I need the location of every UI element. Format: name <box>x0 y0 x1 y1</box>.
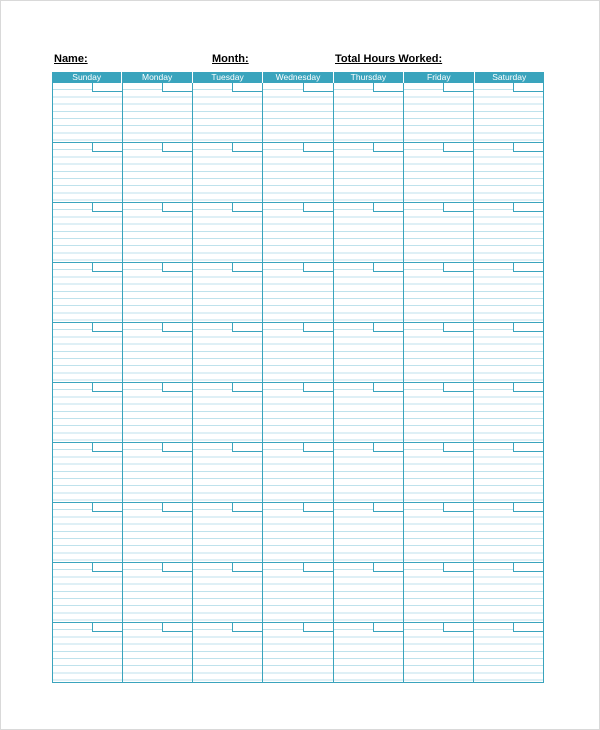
date-box[interactable] <box>303 383 333 392</box>
day-header-saturday: Saturday <box>492 72 527 82</box>
day-cell-wednesday[interactable] <box>263 143 333 202</box>
date-box[interactable] <box>443 443 473 452</box>
week-row <box>53 623 543 682</box>
date-box[interactable] <box>443 203 473 212</box>
day-cell-thursday[interactable] <box>334 143 404 202</box>
timesheet-calendar <box>52 72 544 683</box>
date-box[interactable] <box>373 323 403 332</box>
day-cell-wednesday[interactable] <box>263 383 333 442</box>
day-cell-saturday[interactable] <box>474 263 543 322</box>
week-row <box>53 443 543 503</box>
day-cell-thursday[interactable] <box>334 623 404 682</box>
date-box[interactable] <box>92 623 122 632</box>
day-cell-monday[interactable] <box>123 383 193 442</box>
date-box[interactable] <box>232 143 262 152</box>
day-cell-sunday[interactable] <box>53 203 123 262</box>
day-cell-tuesday[interactable] <box>193 323 263 382</box>
day-cell-tuesday[interactable] <box>193 563 263 622</box>
day-cell-saturday[interactable] <box>474 323 543 382</box>
day-cell-monday[interactable] <box>123 503 193 562</box>
week-row <box>53 203 543 263</box>
day-cell-sunday[interactable] <box>53 323 123 382</box>
date-box[interactable] <box>303 203 333 212</box>
day-cell-thursday[interactable] <box>334 203 404 262</box>
day-cell-saturday[interactable] <box>474 563 543 622</box>
date-box[interactable] <box>373 263 403 272</box>
date-box[interactable] <box>513 323 543 332</box>
day-cell-saturday[interactable] <box>474 203 543 262</box>
day-cell-thursday[interactable] <box>334 83 404 142</box>
week-row <box>53 143 543 203</box>
date-box[interactable] <box>373 503 403 512</box>
day-cell-monday[interactable] <box>123 83 193 142</box>
day-cell-tuesday[interactable] <box>193 143 263 202</box>
day-cell-monday[interactable] <box>123 623 193 682</box>
date-box[interactable] <box>373 143 403 152</box>
date-box[interactable] <box>162 383 192 392</box>
day-cell-sunday[interactable] <box>53 503 123 562</box>
day-cell-saturday[interactable] <box>474 83 543 142</box>
week-row <box>53 383 543 443</box>
date-box[interactable] <box>443 323 473 332</box>
date-box[interactable] <box>443 83 473 92</box>
day-cell-tuesday[interactable] <box>193 83 263 142</box>
day-cell-tuesday[interactable] <box>193 383 263 442</box>
date-box[interactable] <box>513 83 543 92</box>
date-box[interactable] <box>303 143 333 152</box>
date-box[interactable] <box>232 443 262 452</box>
day-cell-thursday[interactable] <box>334 443 404 502</box>
day-header-row <box>52 72 544 83</box>
day-cell-friday[interactable] <box>404 623 474 682</box>
day-header-wednesday: Wednesday <box>263 72 333 83</box>
date-box[interactable] <box>513 443 543 452</box>
date-box[interactable] <box>303 83 333 92</box>
day-header-thursday: Thursday <box>334 72 404 83</box>
date-box[interactable] <box>232 83 262 92</box>
date-box[interactable] <box>162 443 192 452</box>
day-cell-wednesday[interactable] <box>263 503 333 562</box>
date-box[interactable] <box>232 263 262 272</box>
day-cell-thursday[interactable] <box>334 323 404 382</box>
day-cell-tuesday[interactable] <box>193 503 263 562</box>
day-cell-friday[interactable] <box>404 383 474 442</box>
date-box[interactable] <box>162 203 192 212</box>
day-cell-wednesday[interactable] <box>263 443 333 502</box>
month-label: Month: <box>212 53 249 65</box>
date-box[interactable] <box>92 383 122 392</box>
day-cell-sunday[interactable] <box>53 383 123 442</box>
day-cell-sunday[interactable] <box>53 623 123 682</box>
day-header-sunday: Sunday <box>52 72 122 83</box>
date-box[interactable] <box>232 623 262 632</box>
date-box[interactable] <box>513 203 543 212</box>
day-cell-sunday[interactable] <box>53 263 123 322</box>
date-box[interactable] <box>513 383 543 392</box>
total-hours-label: Total Hours Worked: <box>335 53 443 65</box>
day-header-monday: Monday <box>122 72 192 83</box>
date-box[interactable] <box>162 83 192 92</box>
date-box[interactable] <box>373 623 403 632</box>
date-box[interactable] <box>162 143 192 152</box>
day-cell-tuesday[interactable] <box>193 623 263 682</box>
day-cell-saturday[interactable] <box>474 383 543 442</box>
day-cell-wednesday[interactable] <box>263 563 333 622</box>
day-cell-friday[interactable] <box>404 563 474 622</box>
date-box[interactable] <box>232 563 262 572</box>
date-box[interactable] <box>303 563 333 572</box>
day-cell-friday[interactable] <box>404 503 474 562</box>
date-box[interactable] <box>92 323 122 332</box>
date-box[interactable] <box>513 623 543 632</box>
date-box[interactable] <box>162 323 192 332</box>
day-cell-friday[interactable] <box>404 443 474 502</box>
date-box[interactable] <box>162 623 192 632</box>
day-cell-thursday[interactable] <box>334 263 404 322</box>
day-cell-sunday[interactable] <box>53 443 123 502</box>
day-cell-saturday[interactable] <box>474 503 543 562</box>
date-box[interactable] <box>513 503 543 512</box>
date-box[interactable] <box>303 443 333 452</box>
day-cell-thursday[interactable] <box>334 563 404 622</box>
date-box[interactable] <box>92 503 122 512</box>
day-cell-friday[interactable] <box>404 203 474 262</box>
day-cell-tuesday[interactable] <box>193 443 263 502</box>
week-row <box>53 263 543 323</box>
date-box[interactable] <box>232 383 262 392</box>
day-cell-wednesday[interactable] <box>263 263 333 322</box>
date-box[interactable] <box>162 263 192 272</box>
date-box[interactable] <box>232 323 262 332</box>
day-cell-wednesday[interactable] <box>263 623 333 682</box>
day-cell-sunday[interactable] <box>53 563 123 622</box>
day-cell-monday[interactable] <box>123 443 193 502</box>
date-box[interactable] <box>513 143 543 152</box>
date-box[interactable] <box>303 263 333 272</box>
name-label: Name: <box>54 53 88 65</box>
week-row <box>53 323 543 383</box>
date-box[interactable] <box>162 503 192 512</box>
day-cell-saturday[interactable] <box>474 443 543 502</box>
week-row <box>53 563 543 623</box>
date-box[interactable] <box>303 623 333 632</box>
date-box[interactable] <box>373 563 403 572</box>
date-box[interactable] <box>373 83 403 92</box>
date-box[interactable] <box>443 143 473 152</box>
day-header-friday: Friday <box>404 72 474 83</box>
week-row <box>53 503 543 563</box>
day-cell-tuesday[interactable] <box>193 203 263 262</box>
day-cell-monday[interactable] <box>123 563 193 622</box>
date-box[interactable] <box>513 563 543 572</box>
day-cell-friday[interactable] <box>404 143 474 202</box>
day-cell-saturday[interactable] <box>474 623 543 682</box>
date-box[interactable] <box>443 383 473 392</box>
day-header-tuesday: Tuesday <box>193 72 263 83</box>
day-cell-saturday[interactable] <box>474 143 543 202</box>
date-box[interactable] <box>92 83 122 92</box>
day-cell-tuesday[interactable] <box>193 263 263 322</box>
date-box[interactable] <box>162 563 192 572</box>
date-box[interactable] <box>443 563 473 572</box>
date-box[interactable] <box>232 503 262 512</box>
day-cell-thursday[interactable] <box>334 503 404 562</box>
day-cell-wednesday[interactable] <box>263 83 333 142</box>
date-box[interactable] <box>443 263 473 272</box>
date-box[interactable] <box>92 563 122 572</box>
date-box[interactable] <box>513 263 543 272</box>
day-cell-friday[interactable] <box>404 323 474 382</box>
day-cell-monday[interactable] <box>123 263 193 322</box>
date-box[interactable] <box>373 383 403 392</box>
date-box[interactable] <box>443 623 473 632</box>
date-box[interactable] <box>443 503 473 512</box>
week-rows <box>52 83 544 683</box>
day-cell-sunday[interactable] <box>53 143 123 202</box>
day-cell-monday[interactable] <box>123 143 193 202</box>
date-box[interactable] <box>92 143 122 152</box>
day-cell-monday[interactable] <box>123 323 193 382</box>
day-cell-wednesday[interactable] <box>263 323 333 382</box>
day-cell-sunday[interactable] <box>53 83 123 142</box>
date-box[interactable] <box>92 263 122 272</box>
date-box[interactable] <box>373 443 403 452</box>
date-box[interactable] <box>92 203 122 212</box>
week-row <box>53 83 543 143</box>
date-box[interactable] <box>303 503 333 512</box>
day-cell-wednesday[interactable] <box>263 203 333 262</box>
date-box[interactable] <box>232 203 262 212</box>
day-cell-friday[interactable] <box>404 263 474 322</box>
date-box[interactable] <box>373 203 403 212</box>
date-box[interactable] <box>92 443 122 452</box>
date-box[interactable] <box>303 323 333 332</box>
day-cell-monday[interactable] <box>123 203 193 262</box>
day-cell-thursday[interactable] <box>334 383 404 442</box>
day-cell-friday[interactable] <box>404 83 474 142</box>
